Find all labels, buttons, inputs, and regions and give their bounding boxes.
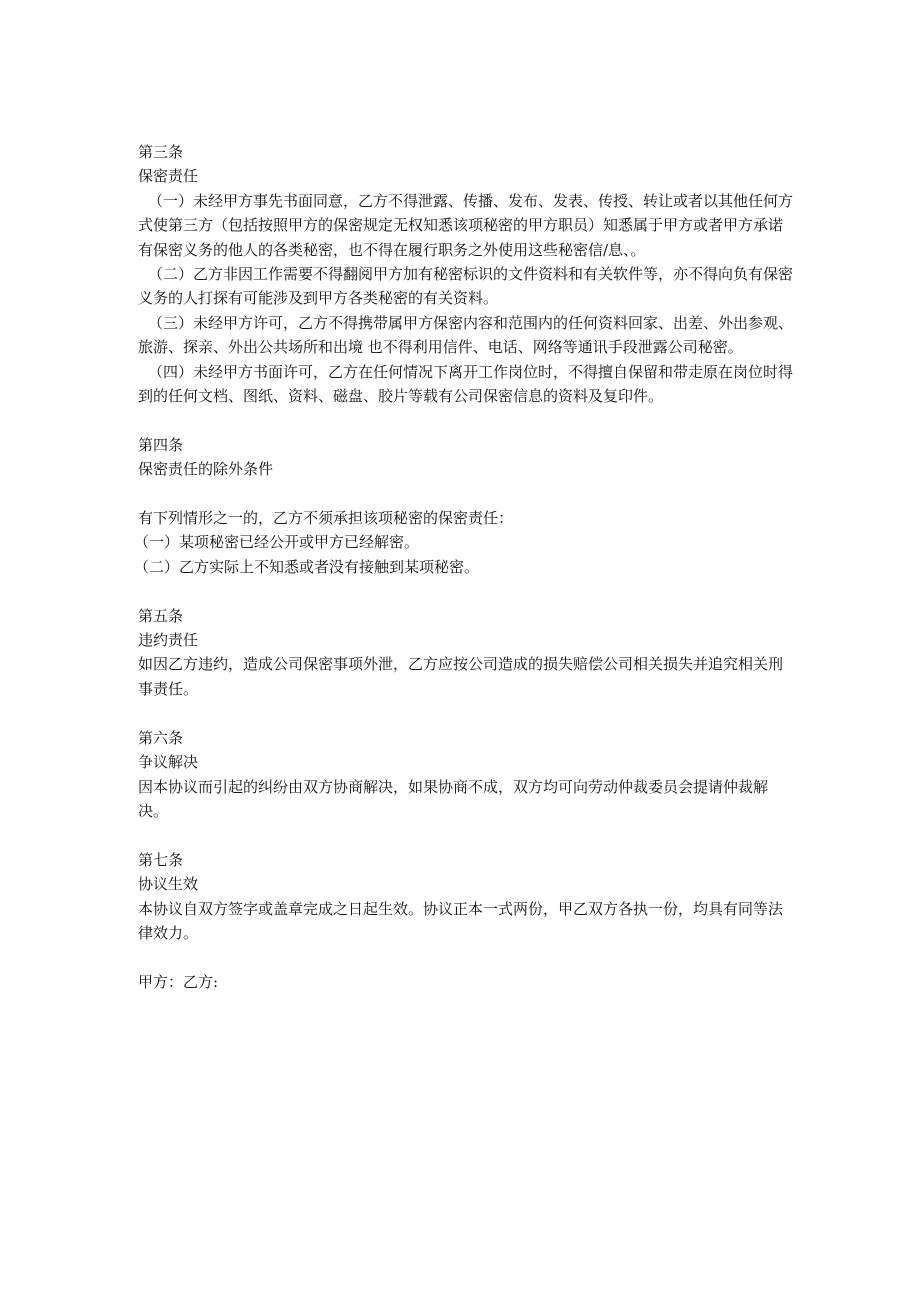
spacer — [138, 945, 794, 969]
spacer — [138, 579, 794, 603]
article-4-title: 保密责任的除外条件 — [138, 460, 274, 479]
article-3-title: 保密责任 — [138, 167, 199, 186]
article-7-number: 第七条 — [138, 850, 184, 869]
article-7-body: 本协议自双方签字或盖章完成之日起生效。协议正本一式两份，甲乙双方各执一份，均具有同等法律效力。 — [138, 899, 784, 942]
article-3-item-1: （一）未经甲方事先书面同意，乙方不得泄露、传播、发布、发表、传授、转让或者以其他任何方式使第三方（包括按照甲方的保密规定无权知悉该项秘密的甲方职员）知悉属于甲方或者甲方承诺有保密义务的他人的各类秘密，也不得在履行职务之外使用这些秘密信/息、。 — [138, 191, 794, 259]
article-4-item-1: （一）某项秘密已经公开或甲方已经解密。 — [134, 533, 420, 552]
article-3-number: 第三条 — [138, 143, 184, 161]
article-6-body: 因本协议而引起的纠纷由双方协商解决，如果协商不成，双方均可向劳动仲裁委员会提请仲裁解决。 — [138, 777, 769, 820]
article-6-title: 争议解决 — [138, 753, 199, 772]
spacer — [138, 701, 794, 725]
article-5-number: 第五条 — [138, 606, 184, 625]
spacer — [138, 408, 794, 432]
spacer — [138, 823, 794, 847]
article-5-body: 如因乙方违约，造成公司保密事项外泄，乙方应按公司造成的损失赔偿公司相关损失并追究相关刑事责任。 — [138, 655, 784, 698]
article-4-number: 第四条 — [138, 435, 184, 454]
article-5-title: 违约责任 — [138, 631, 199, 650]
article-7-title: 协议生效 — [138, 875, 199, 894]
article-6-number: 第六条 — [138, 728, 184, 747]
document-body — [134, 140, 794, 994]
article-3-item-4: （四）未经甲方书面许可，乙方在任何情况下离开工作岗位时，不得擅自保留和带走原在岗位时得到的任何文档、图纸、资料、磁盘、胶片等载有公司保密信息的资料及复印件。 — [138, 362, 794, 406]
article-4-intro: 有下列情形之一的，乙方不须承担该项秘密的保密责任： — [138, 509, 514, 528]
article-3-item-3: （三）未经甲方许可，乙方不得携带属甲方保密内容和范围内的任何资料回家、出差、外出参观、旅游、探亲、外出公共场所和出境 也不得利用信件、电话、网络等通讯手段泄露公司秘密。 — [138, 313, 794, 357]
article-3-item-2: （二）乙方非因工作需要不得翻阅甲方加有秘密标识的文件资料和有关软件等，亦不得向负有保密义务的人打探有可能涉及到甲方各类秘密的有关资料。 — [138, 265, 794, 308]
spacer — [138, 482, 794, 506]
signature-line: 甲方：乙方: — [138, 972, 219, 991]
article-4-item-2: （二）乙方实际上不知悉或者没有接触到某项秘密。 — [134, 557, 480, 576]
